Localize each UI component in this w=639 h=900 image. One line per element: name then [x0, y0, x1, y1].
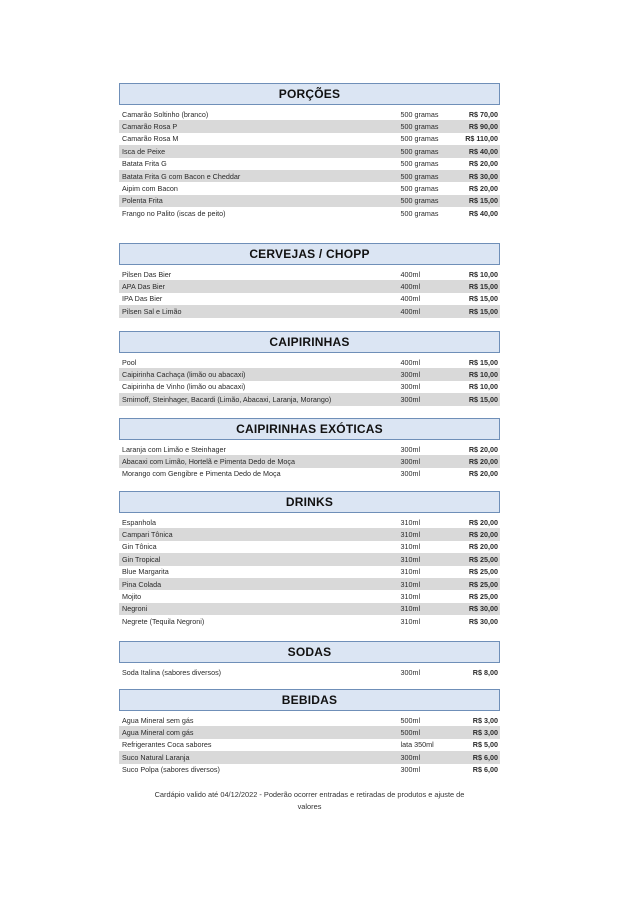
menu-section-sodas: [119, 641, 500, 678]
item-quantity: 400ml: [400, 357, 421, 367]
item-price: R$ 20,00: [468, 444, 498, 454]
item-price: R$ 15,00: [468, 306, 498, 316]
item-name: Pilsen Sal e Limão: [122, 306, 182, 316]
item-name: Camarão Soltinho (branco): [122, 109, 209, 119]
item-price: R$ 15,00: [468, 357, 498, 367]
item-price: R$ 10,00: [468, 382, 498, 392]
item-name: Abacaxi com Limão, Hortelã e Pimenta Dedo de Moça: [122, 457, 295, 467]
item-quantity: lata 350ml: [400, 740, 434, 750]
item-quantity: 310ml: [400, 567, 421, 577]
menu-item-row: [119, 133, 500, 145]
item-quantity: 500ml: [400, 728, 421, 738]
item-quantity: 500 gramas: [400, 208, 439, 218]
item-name: Aipim com Bacon: [122, 184, 178, 194]
item-name: Agua Mineral com gás: [122, 728, 194, 738]
item-name: Blue Margarita: [122, 567, 169, 577]
item-quantity: 500 gramas: [400, 171, 439, 181]
section-title: CAIPIRINHAS EXÓTICAS: [119, 418, 500, 440]
menu-item-row: [119, 170, 500, 182]
menu-section-bebidas: [119, 689, 500, 776]
menu-item-row: [119, 541, 500, 553]
menu-item-row: [119, 305, 500, 317]
menu-item-row: [119, 726, 500, 738]
item-price: R$ 25,00: [468, 592, 498, 602]
item-quantity: 300ml: [400, 667, 421, 677]
item-price: R$ 20,00: [468, 530, 498, 540]
menu-section-caipirinhas: [119, 331, 500, 406]
item-name: Agua Mineral sem gás: [122, 715, 194, 725]
menu-item-row: [119, 158, 500, 170]
item-price: R$ 3,00: [472, 728, 498, 738]
menu-item-row: [119, 714, 500, 726]
item-quantity: 300ml: [400, 444, 421, 454]
menu-item-row: [119, 751, 500, 763]
item-price: R$ 110,00: [465, 134, 498, 144]
item-name: APA Das Bier: [122, 282, 166, 292]
item-price: R$ 6,00: [472, 752, 498, 762]
item-list: [119, 356, 500, 406]
item-name: Camarão Rosa M: [122, 134, 179, 144]
section-title: CERVEJAS / CHOPP: [119, 243, 500, 265]
item-name: Batata Frita G: [122, 159, 167, 169]
item-quantity: 300ml: [400, 382, 421, 392]
item-quantity: 500 gramas: [400, 146, 439, 156]
item-price: R$ 15,00: [468, 294, 498, 304]
item-name: Caipirinha de Vinho (limão ou abacaxi): [122, 382, 246, 392]
menu-item-row: [119, 381, 500, 393]
item-list: [119, 268, 500, 318]
item-quantity: 500 gramas: [400, 134, 439, 144]
item-quantity: 400ml: [400, 269, 421, 279]
item-price: R$ 6,00: [472, 765, 498, 775]
item-quantity: 400ml: [400, 306, 421, 316]
menu-item-row: [119, 368, 500, 380]
item-quantity: 300ml: [400, 752, 421, 762]
item-quantity: 500 gramas: [400, 109, 439, 119]
item-name: Campari Tônica: [122, 530, 173, 540]
item-name: Polenta Frita: [122, 196, 163, 206]
item-price: R$ 90,00: [468, 122, 498, 132]
item-name: Frango no Palito (iscas de peito): [122, 208, 226, 218]
section-title: SODAS: [119, 641, 500, 663]
item-price: R$ 5,00: [472, 740, 498, 750]
menu-section-cervejas-chopp: [119, 243, 500, 318]
menu-item-row: [119, 666, 500, 678]
menu-item-row: [119, 764, 500, 776]
item-price: R$ 30,00: [468, 604, 498, 614]
item-quantity: 310ml: [400, 530, 421, 540]
item-price: R$ 25,00: [468, 554, 498, 564]
item-price: R$ 20,00: [468, 542, 498, 552]
menu-item-row: [119, 195, 500, 207]
menu-section-drinks: [119, 491, 500, 628]
item-quantity: 300ml: [400, 469, 421, 479]
item-price: R$ 20,00: [468, 469, 498, 479]
section-title: BEBIDAS: [119, 689, 500, 711]
item-list: [119, 516, 500, 628]
item-quantity: 300ml: [400, 457, 421, 467]
item-name: Morango com Gengibre e Pimenta Dedo de Moça: [122, 469, 281, 479]
menu-item-row: [119, 393, 500, 405]
item-price: R$ 3,00: [472, 715, 498, 725]
item-name: Gin Tônica: [122, 542, 157, 552]
menu-item-row: [119, 356, 500, 368]
item-quantity: 310ml: [400, 592, 421, 602]
item-price: R$ 30,00: [468, 171, 498, 181]
menu-item-row: [119, 528, 500, 540]
item-list: [119, 108, 500, 220]
menu-item-row: [119, 553, 500, 565]
item-price: R$ 20,00: [468, 159, 498, 169]
menu-item-row: [119, 739, 500, 751]
item-name: Caipirinha Cachaça (limão ou abacaxi): [122, 370, 246, 380]
menu-item-row: [119, 468, 500, 480]
item-name: Negroni: [122, 604, 148, 614]
item-name: IPA Das Bier: [122, 294, 163, 304]
item-quantity: 500 gramas: [400, 196, 439, 206]
item-price: R$ 40,00: [468, 208, 498, 218]
item-quantity: 400ml: [400, 282, 421, 292]
item-quantity: 310ml: [400, 604, 421, 614]
menu-item-row: [119, 120, 500, 132]
item-name: Camarão Rosa P: [122, 122, 178, 132]
item-price: R$ 25,00: [468, 579, 498, 589]
item-price: R$ 10,00: [468, 370, 498, 380]
item-quantity: 310ml: [400, 517, 421, 527]
item-name: Isca de Peixe: [122, 146, 166, 156]
menu-item-row: [119, 455, 500, 467]
item-name: Pilsen Das Bier: [122, 269, 172, 279]
menu-item-row: [119, 615, 500, 627]
item-price: R$ 10,00: [468, 269, 498, 279]
menu-section-porcoes: [119, 83, 500, 220]
item-quantity: 310ml: [400, 616, 421, 626]
menu-item-row: [119, 603, 500, 615]
item-name: Laranja com Limão e Steinhager: [122, 444, 226, 454]
footer-line-1: Cardápio valido até 04/12/2022 - Poderão ocorrer entradas e retiradas de produtos e ajuste de: [154, 790, 465, 799]
item-name: Espanhola: [122, 517, 156, 527]
item-price: R$ 15,00: [468, 196, 498, 206]
item-price: R$ 20,00: [468, 457, 498, 467]
item-quantity: 300ml: [400, 394, 421, 404]
item-name: Negrete (Tequila Negroni): [122, 616, 205, 626]
item-quantity: 310ml: [400, 579, 421, 589]
item-name: Mojito: [122, 592, 142, 602]
menu-item-row: [119, 280, 500, 292]
menu-item-row: [119, 516, 500, 528]
menu-item-row: [119, 268, 500, 280]
menu-item-row: [119, 443, 500, 455]
menu-item-row: [119, 566, 500, 578]
item-quantity: 500ml: [400, 715, 421, 725]
menu-footer-note: [119, 789, 500, 813]
item-quantity: 500 gramas: [400, 184, 439, 194]
item-price: R$ 70,00: [468, 109, 498, 119]
item-name: Refrigerantes Coca sabores: [122, 740, 212, 750]
item-quantity: 500 gramas: [400, 159, 439, 169]
item-price: R$ 15,00: [468, 282, 498, 292]
item-name: Soda Italina (sabores diversos): [122, 667, 222, 677]
menu-item-row: [119, 108, 500, 120]
item-name: Suco Natural Laranja: [122, 752, 190, 762]
item-quantity: 300ml: [400, 765, 421, 775]
item-name: Batata Frita G com Bacon e Cheddar: [122, 171, 241, 181]
menu-item-row: [119, 293, 500, 305]
section-title: DRINKS: [119, 491, 500, 513]
item-quantity: 310ml: [400, 542, 421, 552]
menu-item-row: [119, 578, 500, 590]
item-price: R$ 40,00: [468, 146, 498, 156]
item-price: R$ 30,00: [468, 616, 498, 626]
menu-item-row: [119, 207, 500, 219]
item-price: R$ 20,00: [468, 184, 498, 194]
item-name: Gin Tropical: [122, 554, 161, 564]
item-quantity: 310ml: [400, 554, 421, 564]
item-quantity: 400ml: [400, 294, 421, 304]
item-name: Suco Polpa (sabores diversos): [122, 765, 220, 775]
item-price: R$ 25,00: [468, 567, 498, 577]
section-title: PORÇÕES: [119, 83, 500, 105]
item-price: R$ 8,00: [472, 667, 498, 677]
item-price: R$ 20,00: [468, 517, 498, 527]
item-quantity: 500 gramas: [400, 122, 439, 132]
menu-item-row: [119, 182, 500, 194]
item-list: [119, 666, 500, 678]
item-list: [119, 443, 500, 480]
menu-item-row: [119, 590, 500, 602]
item-list: [119, 714, 500, 776]
item-price: R$ 15,00: [468, 394, 498, 404]
item-quantity: 300ml: [400, 370, 421, 380]
menu-section-caipirinhas-exoticas: [119, 418, 500, 480]
item-name: Pool: [122, 357, 137, 367]
item-name: Pina Colada: [122, 579, 162, 589]
menu-item-row: [119, 145, 500, 157]
section-title: CAIPIRINHAS: [119, 331, 500, 353]
footer-line-2: valores: [297, 802, 322, 811]
item-name: Smirnoff, Steinhager, Bacardi (Limão, Abacaxi, Laranja, Morango): [122, 394, 332, 404]
